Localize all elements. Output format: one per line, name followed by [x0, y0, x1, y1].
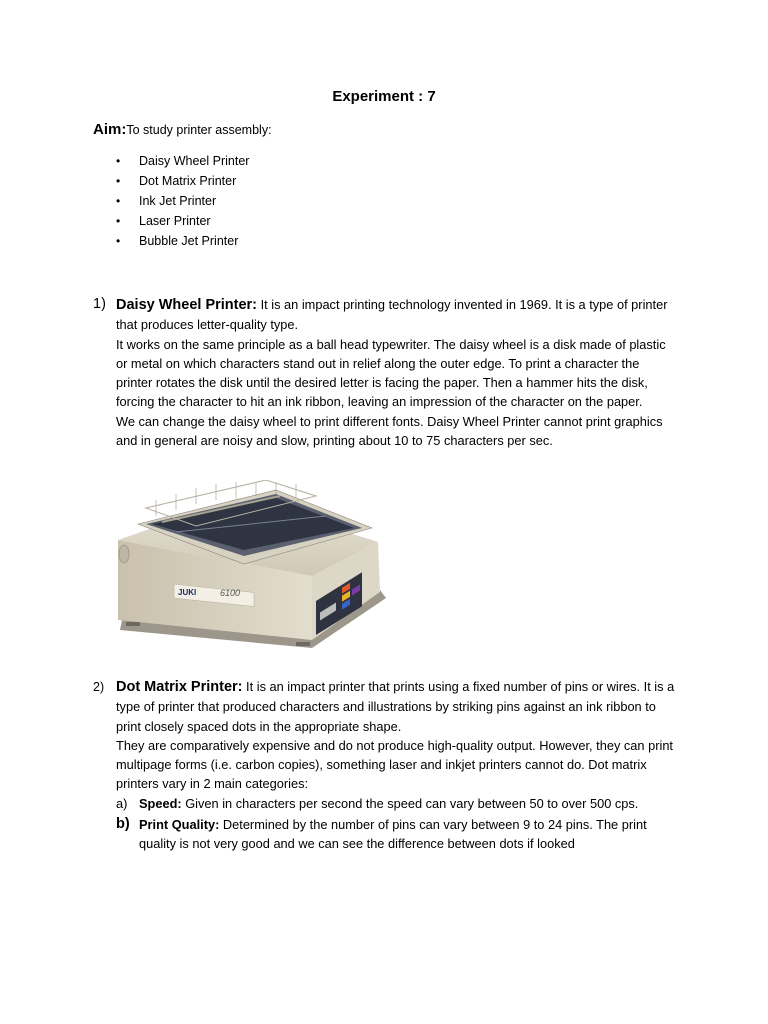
list-item [116, 794, 676, 813]
sub-item-term: Speed: [139, 795, 182, 811]
list-item [116, 211, 249, 231]
section-intro-text: It is an impact printing technology invented in 1969. It is a type of printer that produces letter-quality type. [116, 297, 668, 333]
section-heading: Dot Matrix Printer: [116, 679, 243, 695]
list-item [116, 231, 249, 251]
section-paragraph: We can change the daisy wheel to print different fonts. Daisy Wheel Printer cannot print graphics and in general are noisy and slow, printing about 10 to 75 characters per sec. [116, 413, 663, 449]
section-intro [116, 295, 676, 335]
sub-item-label: a) [116, 795, 128, 811]
sub-item-text: Determined by the number of pins can vary between 9 to 24 pins. The print quality is not very good and we can see the difference between dots if looked [139, 817, 647, 852]
bullet-icon: • [116, 174, 121, 188]
bullet-icon: • [116, 214, 121, 228]
bullet-icon: • [116, 154, 121, 168]
bullet-icon: • [116, 194, 121, 208]
section-paragraph: They are comparatively expensive and do not produce high-quality output. However, they can print multipage forms (i.e. carbon copies), something laser and inkjet printers cannot do. Dot matrix printers vary in 2 main categories: [116, 737, 673, 792]
section-paragraph: It works on the same principle as a ball head typewriter. The daisy wheel is a disk made of plastic or metal on which characters stand out in relief along the outer edge. To print a character the printer rotates the disk until the desired letter is facing the paper. Then a hammer hits the disk, forcing the character to hit an ink ribbon, leaving an impression of the character on the paper. [116, 336, 666, 410]
list-item-label: Bubble Jet Printer [139, 234, 239, 248]
sub-item-term: Print Quality: [139, 817, 220, 833]
list-item [116, 191, 249, 211]
list-item [116, 171, 249, 191]
list-item-label: Ink Jet Printer [139, 194, 217, 208]
printer-model-label: 6100 [220, 588, 241, 598]
aim-text: To study printer assembly: [126, 123, 272, 137]
list-item-label: Dot Matrix Printer [139, 174, 237, 188]
section-number: 2) [93, 680, 105, 694]
list-item-label: Laser Printer [139, 214, 211, 228]
sub-item-text: Given in characters per second the speed can vary between 50 to over 500 cps. [181, 795, 639, 811]
page-title: Experiment : 7 [332, 88, 436, 105]
aim-label: Aim: [93, 121, 127, 138]
sub-item-label: b) [116, 816, 130, 833]
list-item-label: Daisy Wheel Printer [139, 154, 250, 168]
daisy-wheel-printer-image [116, 480, 388, 656]
list-item [116, 815, 676, 854]
bullet-icon: • [116, 234, 121, 248]
section-dot-matrix [93, 677, 676, 854]
section-intro [116, 677, 676, 736]
section-daisy-wheel [93, 295, 676, 450]
section-number: 1) [93, 296, 106, 312]
printer-brand-label: JUKI [178, 588, 197, 597]
aim-line [93, 121, 272, 138]
section-intro-text: It is an impact printer that prints using a fixed number of pins or wires. It is a type of printer that produced characters and illustrations by striking pins against an ink ribbon to print closely spaced dots in the appropriate shape. [116, 679, 675, 734]
list-item [116, 151, 249, 171]
printer-list [116, 151, 249, 251]
section-heading: Daisy Wheel Printer: [116, 297, 258, 313]
